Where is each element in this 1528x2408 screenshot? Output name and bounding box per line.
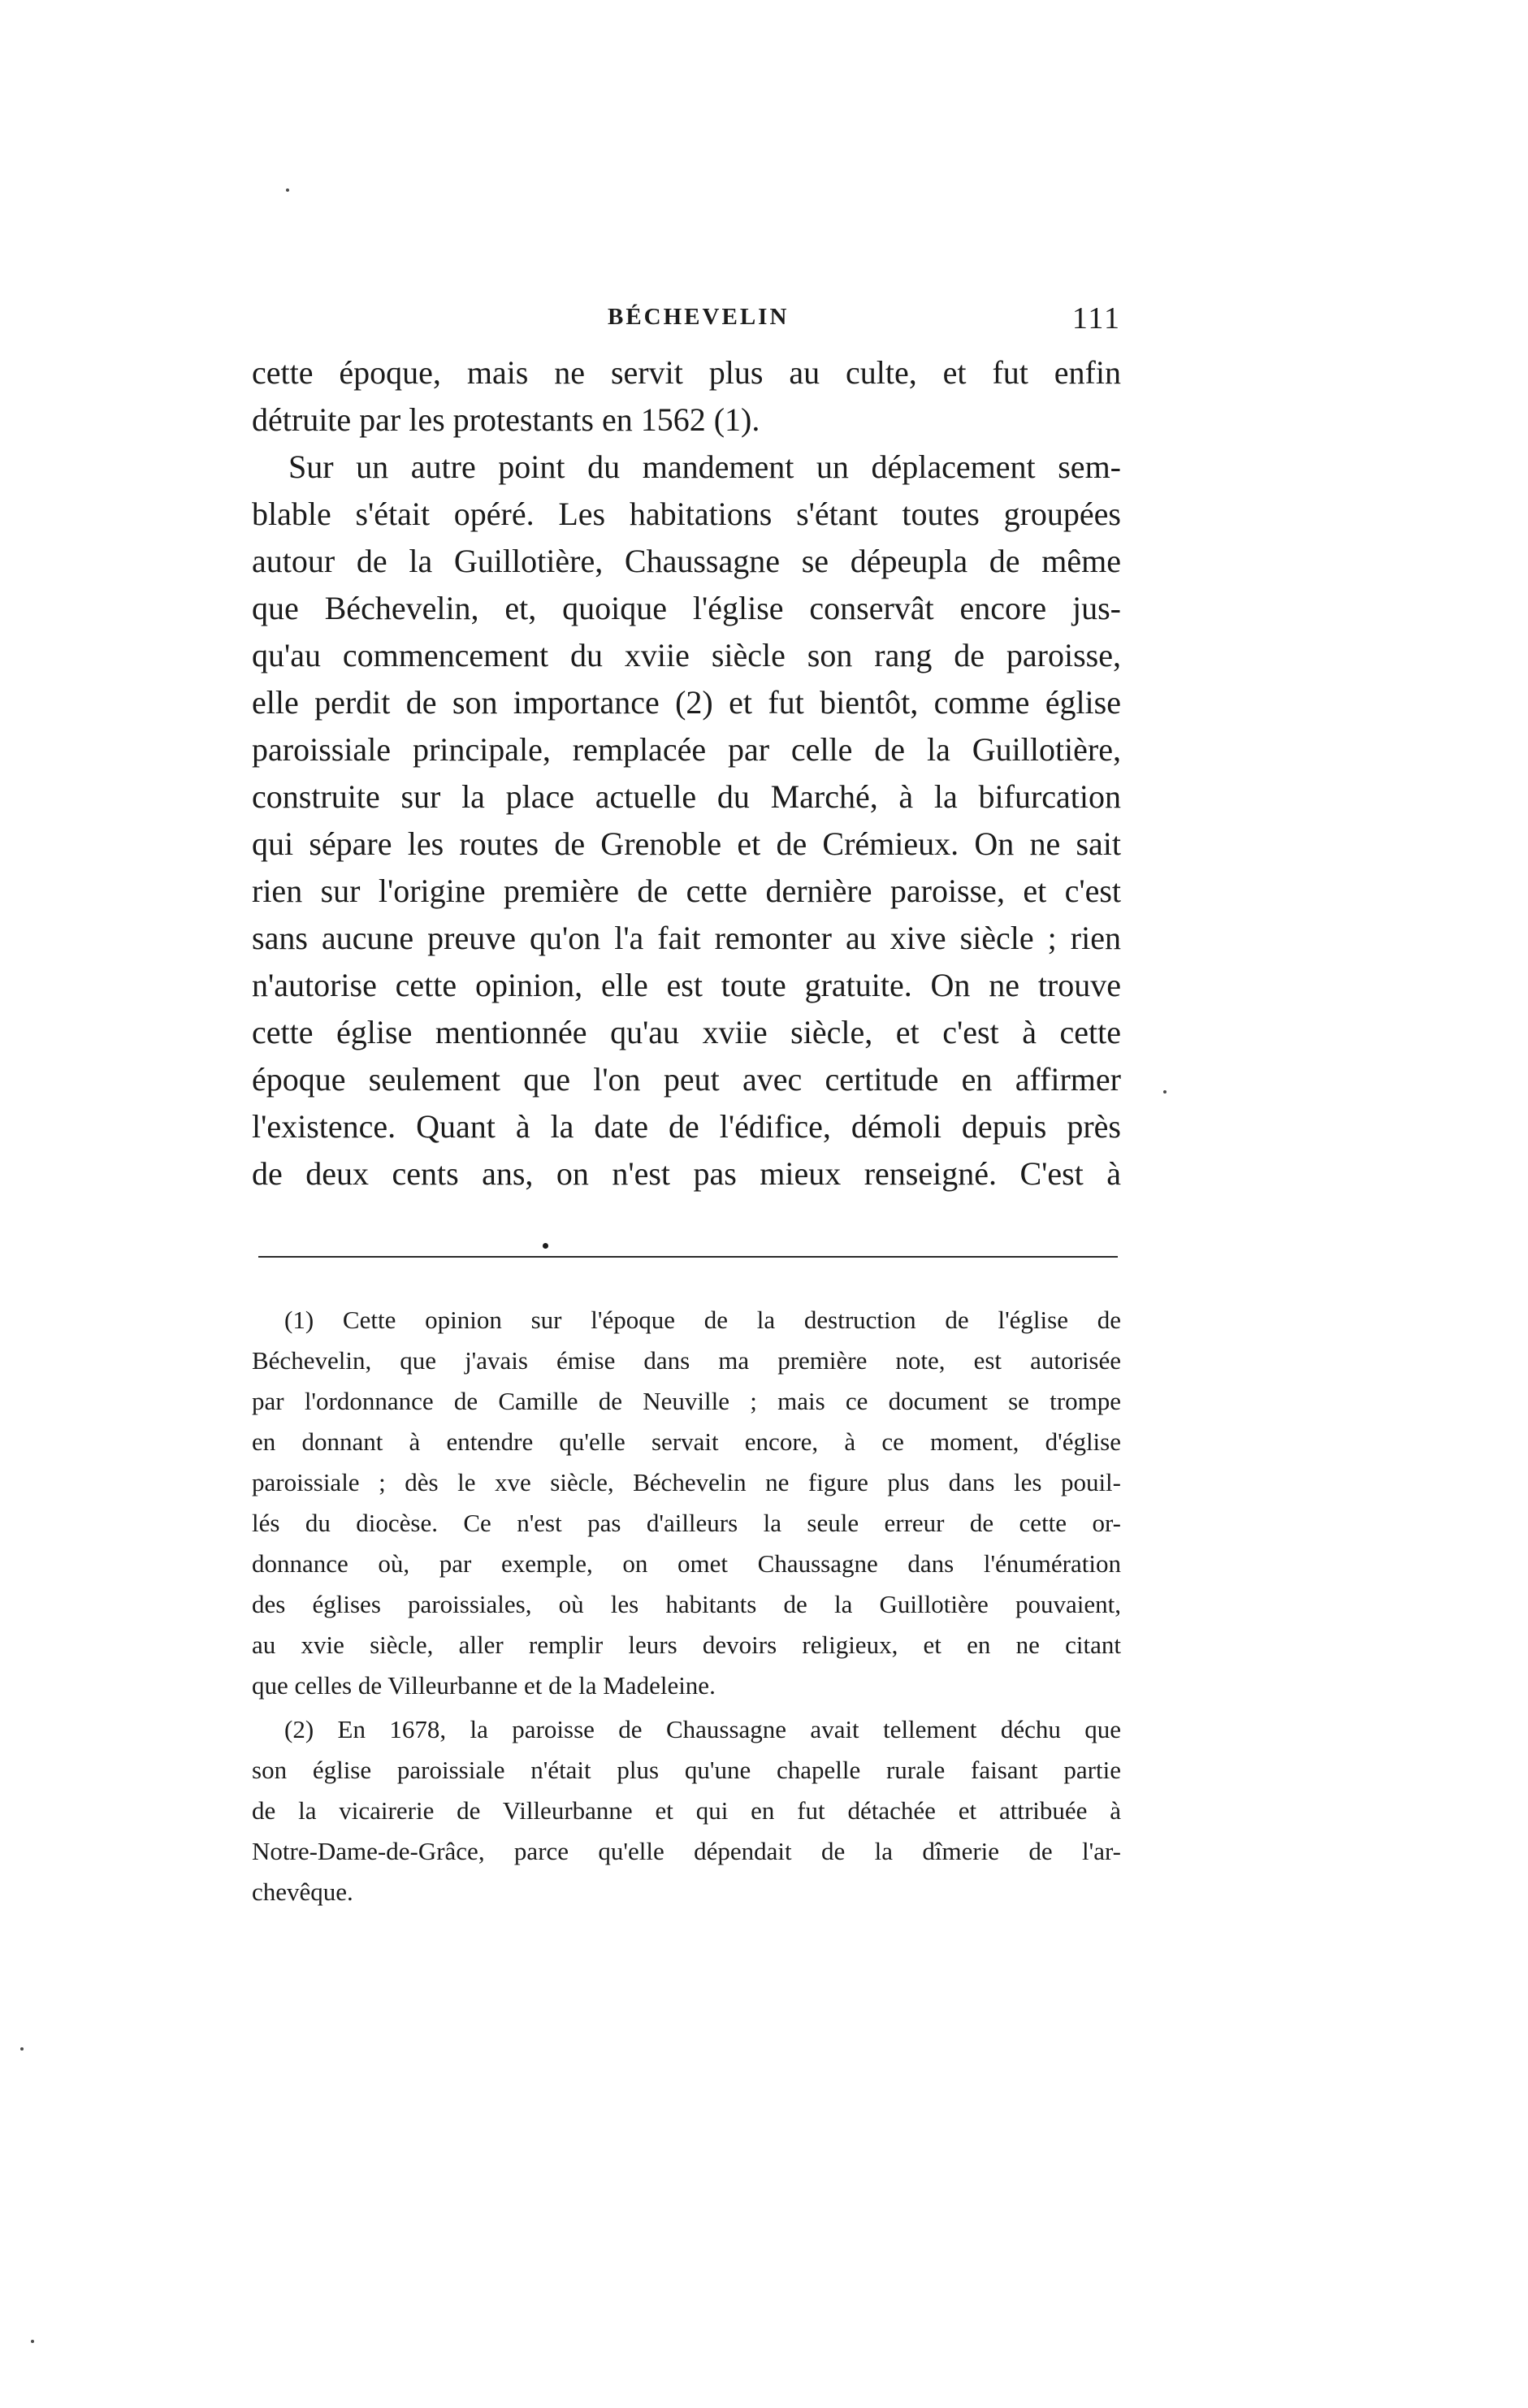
scan-speck <box>31 2340 34 2343</box>
page-number: 111 <box>1071 301 1121 336</box>
body-line: n'autorise cette opinion, elle est toute gratuite. On ne trouve <box>252 967 1121 1003</box>
main-text <box>252 349 1121 1198</box>
body-line: de deux cents ans, on n'est pas mieux renseigné. C'est à <box>252 1155 1121 1192</box>
footnote-line: donnance où, par exemple, on omet Chaussagne dans l'énumération <box>252 1549 1121 1578</box>
body-line: autour de la Guillotière, Chaussagne se dépeupla de même <box>252 543 1121 579</box>
body-line: sans aucune preuve qu'on l'a fait remonter au xive siècle ; rien <box>252 920 1121 956</box>
footnote-2 <box>252 1709 1121 1912</box>
footnote-line: en donnant à entendre qu'elle servait encore, à ce moment, d'église <box>252 1427 1121 1456</box>
footnote-line: Béchevelin, que j'avais émise dans ma première note, est autorisée <box>252 1346 1121 1375</box>
body-line: cette époque, mais ne servit plus au culte, et fut enfin <box>252 354 1121 391</box>
footnote-line: Notre-Dame-de-Grâce, parce qu'elle dépendait de la dîmerie de l'ar- <box>252 1837 1121 1865</box>
body-line: qu'au commencement du xviie siècle son rang de paroisse, <box>252 637 1121 673</box>
body-line: paroissiale principale, remplacée par celle de la Guillotière, <box>252 731 1121 768</box>
footnote-rule <box>258 1256 1118 1258</box>
body-line: détruite par les protestants en 1562 (1). <box>252 401 760 438</box>
scan-speck <box>1163 1090 1167 1094</box>
footnote-line: des églises paroissiales, où les habitants de la Guillotière pouvaient, <box>252 1590 1121 1618</box>
body-line: blable s'était opéré. Les habitations s'étant toutes groupées <box>252 496 1121 532</box>
footnote-line: son église paroissiale n'était plus qu'une chapelle rurale faisant partie <box>252 1756 1121 1784</box>
running-head <box>252 301 1121 341</box>
scan-speck <box>20 2047 24 2051</box>
footnote-line: que celles de Villeurbanne et de la Madeleine. <box>252 1671 716 1700</box>
body-line: construite sur la place actuelle du Marché, à la bifurcation <box>252 778 1121 815</box>
scan-speck <box>286 188 289 192</box>
footnote-line: (1) Cette opinion sur l'époque de la destruction de l'église de <box>284 1306 1121 1334</box>
footnote-line: par l'ordonnance de Camille de Neuville ; mais ce document se trompe <box>252 1387 1121 1415</box>
body-line: époque seulement que l'on peut avec certitude en affirmer <box>252 1061 1121 1098</box>
separator-dot <box>543 1243 548 1249</box>
footnote-line: paroissiale ; dès le xve siècle, Béchevelin ne figure plus dans les pouil- <box>252 1468 1121 1496</box>
body-line: que Béchevelin, et, quoique l'église conservât encore jus- <box>252 590 1121 626</box>
footnote-line: chevêque. <box>252 1877 353 1906</box>
running-title: BÉCHEVELIN <box>608 304 790 330</box>
footnote-line: lés du diocèse. Ce n'est pas d'ailleurs la seule erreur de cette or- <box>252 1509 1121 1537</box>
body-line: cette église mentionnée qu'au xviie siècle, et c'est à cette <box>252 1014 1121 1050</box>
body-line: Sur un autre point du mandement un déplacement sem- <box>288 448 1121 485</box>
footnote-line: de la vicairerie de Villeurbanne et qui en fut détachée et attribuée à <box>252 1796 1121 1825</box>
footnotes <box>252 1300 1121 1912</box>
body-line: elle perdit de son importance (2) et fut bientôt, comme église <box>252 684 1121 721</box>
footnote-1 <box>252 1300 1121 1706</box>
footnote-line: (2) En 1678, la paroisse de Chaussagne avait tellement déchu que <box>284 1715 1121 1743</box>
footnote-line: au xvie siècle, aller remplir leurs devoirs religieux, et en ne citant <box>252 1631 1121 1659</box>
body-line: l'existence. Quant à la date de l'édifice, démoli depuis près <box>252 1108 1121 1145</box>
body-line: rien sur l'origine première de cette dernière paroisse, et c'est <box>252 873 1121 909</box>
body-line: qui sépare les routes de Grenoble et de Crémieux. On ne sait <box>252 825 1121 862</box>
